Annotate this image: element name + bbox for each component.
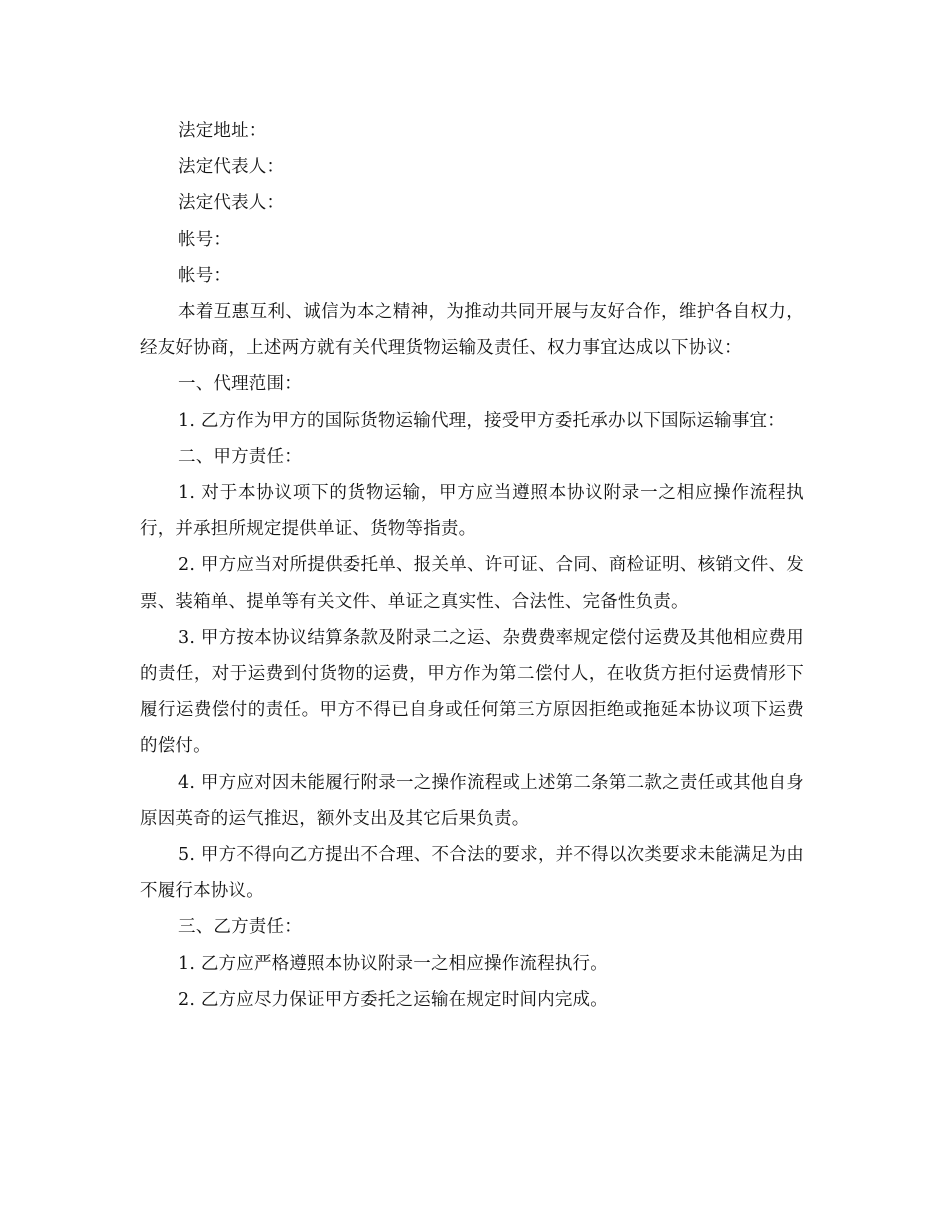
field-account-number: 帐号： <box>178 265 232 286</box>
clause-paragraph: 4. 甲方应对因未能履行附录一之操作流程或上述第二条第二款之责任或其他自身原因英奇的运气推迟，额外支出及其它后果负责。 <box>140 772 804 829</box>
clause-paragraph: 1. 对于本协议项下的货物运输，甲方应当遵照本协议附录一之相应操作流程执行，并承担所规定提供单证、货物等指责。 <box>140 483 804 540</box>
section-heading-agency-scope: 一、代理范围： <box>178 374 302 395</box>
preamble-paragraph: 本着互惠互利、诚信为本之精神，为推动共同开展与友好合作，维护各自权力，经友好协商，上述两方就有关代理货物运输及责任、权力事宜达成以下协议： <box>140 302 804 359</box>
field-legal-address: 法定地址： <box>178 121 267 141</box>
section-heading-party-a-duties: 二、甲方责任： <box>178 446 302 467</box>
clause-paragraph: 5. 甲方不得向乙方提出不合理、不合法的要求，并不得以次类要求未能满足为由不履行本协议。 <box>140 845 804 902</box>
clause-paragraph: 2. 甲方应当对所提供委托单、报关单、许可证、合同、商检证明、核销文件、发票、装箱单、提单等有关文件、单证之真实性、合法性、完备性负责。 <box>140 555 804 612</box>
document-body <box>140 113 804 1018</box>
field-legal-representative: 法定代表人： <box>178 193 285 214</box>
clause-paragraph: 1. 乙方应严格遵照本协议附录一之相应操作流程执行。 <box>178 953 608 974</box>
clause-paragraph: 3. 甲方按本协议结算条款及附录二之运、杂费费率规定偿付运费及其他相应费用的责任，对于运费到付货物的运费，甲方作为第二偿付人，在收货方拒付运费情形下履行运费偿付的责任。甲方不得已自身或任何第三方原因拒绝或拖延本协议项下运费的偿付。 <box>140 627 804 757</box>
field-legal-representative: 法定代表人： <box>178 157 285 178</box>
section-heading-party-b-duties: 三、乙方责任： <box>178 917 302 938</box>
clause-paragraph: 1. 乙方作为甲方的国际货物运输代理，接受甲方委托承办以下国际运输事宜： <box>178 410 785 431</box>
field-account-number: 帐号： <box>178 229 232 250</box>
clause-paragraph: 2. 乙方应尽力保证甲方委托之运输在规定时间内完成。 <box>178 989 608 1010</box>
